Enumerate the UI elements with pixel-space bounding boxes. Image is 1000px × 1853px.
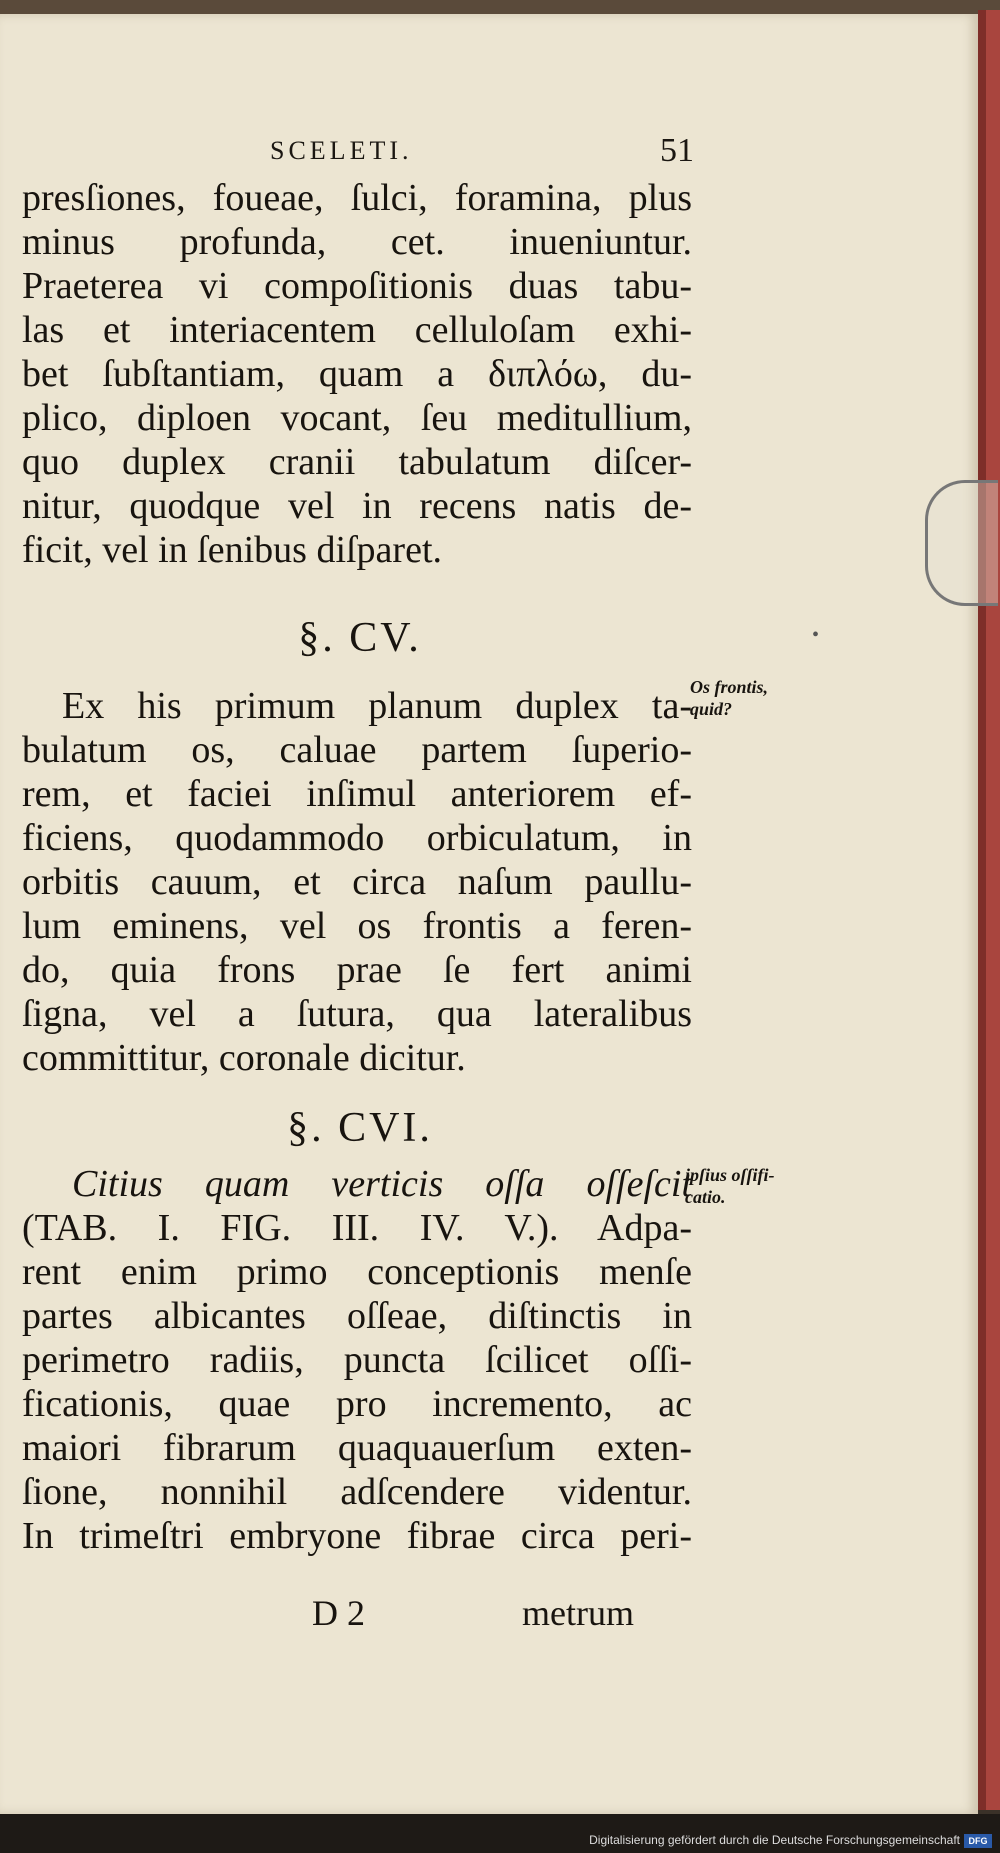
paragraph-1-line: minus profunda, cet. inueniuntur. (22, 221, 692, 263)
paragraph-3-line: ficationis, quae pro incremento, ac (22, 1383, 692, 1425)
paragraph-3-line: ſione, nonnihil adſcendere videntur. (22, 1471, 692, 1513)
paragraph-2-line: ficiens, quodammodo orbiculatum, in (22, 817, 692, 859)
catchword: metrum (522, 1593, 634, 1633)
digitization-credit: Digitalisierung gefördert durch die Deutsche Forschungsgemeinschaft (589, 1833, 960, 1847)
scan-footer-bar (0, 1814, 1000, 1853)
page-clasp (925, 480, 998, 606)
marginal-note-line: quid? (690, 699, 733, 719)
paragraph-2-line: rem, et faciei inſimul anteriorem ef- (22, 773, 692, 815)
paragraph-2-line: ſigna, vel a ſutura, qua lateralibus (22, 993, 692, 1035)
dfg-logo: DFG (964, 1834, 992, 1848)
marginal-note-os-frontis (690, 676, 768, 720)
paragraph-1-line: nitur, quodque vel in recens natis de- (22, 485, 692, 527)
paragraph-2-line: Ex his primum planum duplex ta- (62, 685, 692, 727)
paragraph-3-line: rent enim primo conceptionis menſe (22, 1251, 692, 1293)
marginal-note-line: Os frontis, (690, 677, 769, 697)
paragraph-1 (22, 176, 692, 572)
paragraph-3-line: (TAB. I. FIG. III. IV. V.). Adpa- (22, 1207, 692, 1249)
paragraph-2-line: committitur, coronale dicitur. (22, 1037, 466, 1079)
paragraph-2 (22, 684, 692, 1080)
book-page (0, 14, 978, 1814)
ink-speck: • (812, 624, 820, 646)
marginal-note-line: ipſius oſſifi- (685, 1165, 775, 1185)
paragraph-3-line: maiori fibrarum quaquauerſum exten- (22, 1427, 692, 1469)
paragraph-2-line: lum eminens, vel os frontis a feren- (22, 905, 692, 947)
paragraph-2-line: orbitis cauum, et circa naſum paullu- (22, 861, 692, 903)
book-edge-shade (978, 10, 986, 1810)
paragraph-2-line: do, quia frons prae ſe fert animi (22, 949, 692, 991)
scan-frame-top (0, 0, 1000, 14)
paragraph-1-line: presſiones, foueae, ſulci, foramina, plus (22, 177, 692, 219)
paragraph-3-line: Citius quam verticis oſſa oſſeſcit (72, 1163, 692, 1205)
paragraph-3-line: partes albicantes oſſeae, diſtinctis in (22, 1295, 692, 1337)
paragraph-2-line: bulatum os, caluae partem ſuperio- (22, 729, 692, 771)
paragraph-1-line: ficit, vel in ſenibus diſparet. (22, 529, 443, 571)
paragraph-3-line: In trimeſtri embryone fibrae circa peri- (22, 1515, 692, 1557)
paragraph-1-line: Praeterea vi compoſitionis duas tabu- (22, 265, 692, 307)
section-heading-cvi: §. CVI. (287, 1105, 433, 1151)
paragraph-1-line: quo duplex cranii tabulatum diſcer- (22, 441, 692, 483)
paragraph-3-line: perimetro radiis, puncta ſcilicet oſſi- (22, 1339, 692, 1381)
signature-mark: D 2 (312, 1593, 365, 1633)
marginal-note-ossificatio (685, 1164, 775, 1208)
running-head: SCELETI. (270, 136, 413, 165)
paragraph-1-line: las et interiacentem celluloſam exhi- (22, 309, 692, 351)
paragraph-1-line: bet ſubſtantiam, quam a διπλόω, du- (22, 353, 692, 395)
paragraph-3 (22, 1162, 692, 1558)
paragraph-1-line: plico, diploen vocant, ſeu meditullium, (22, 397, 692, 439)
page-number: 51 (660, 132, 694, 169)
marginal-note-line: catio. (685, 1187, 726, 1207)
section-heading-cv: §. CV. (298, 615, 422, 661)
